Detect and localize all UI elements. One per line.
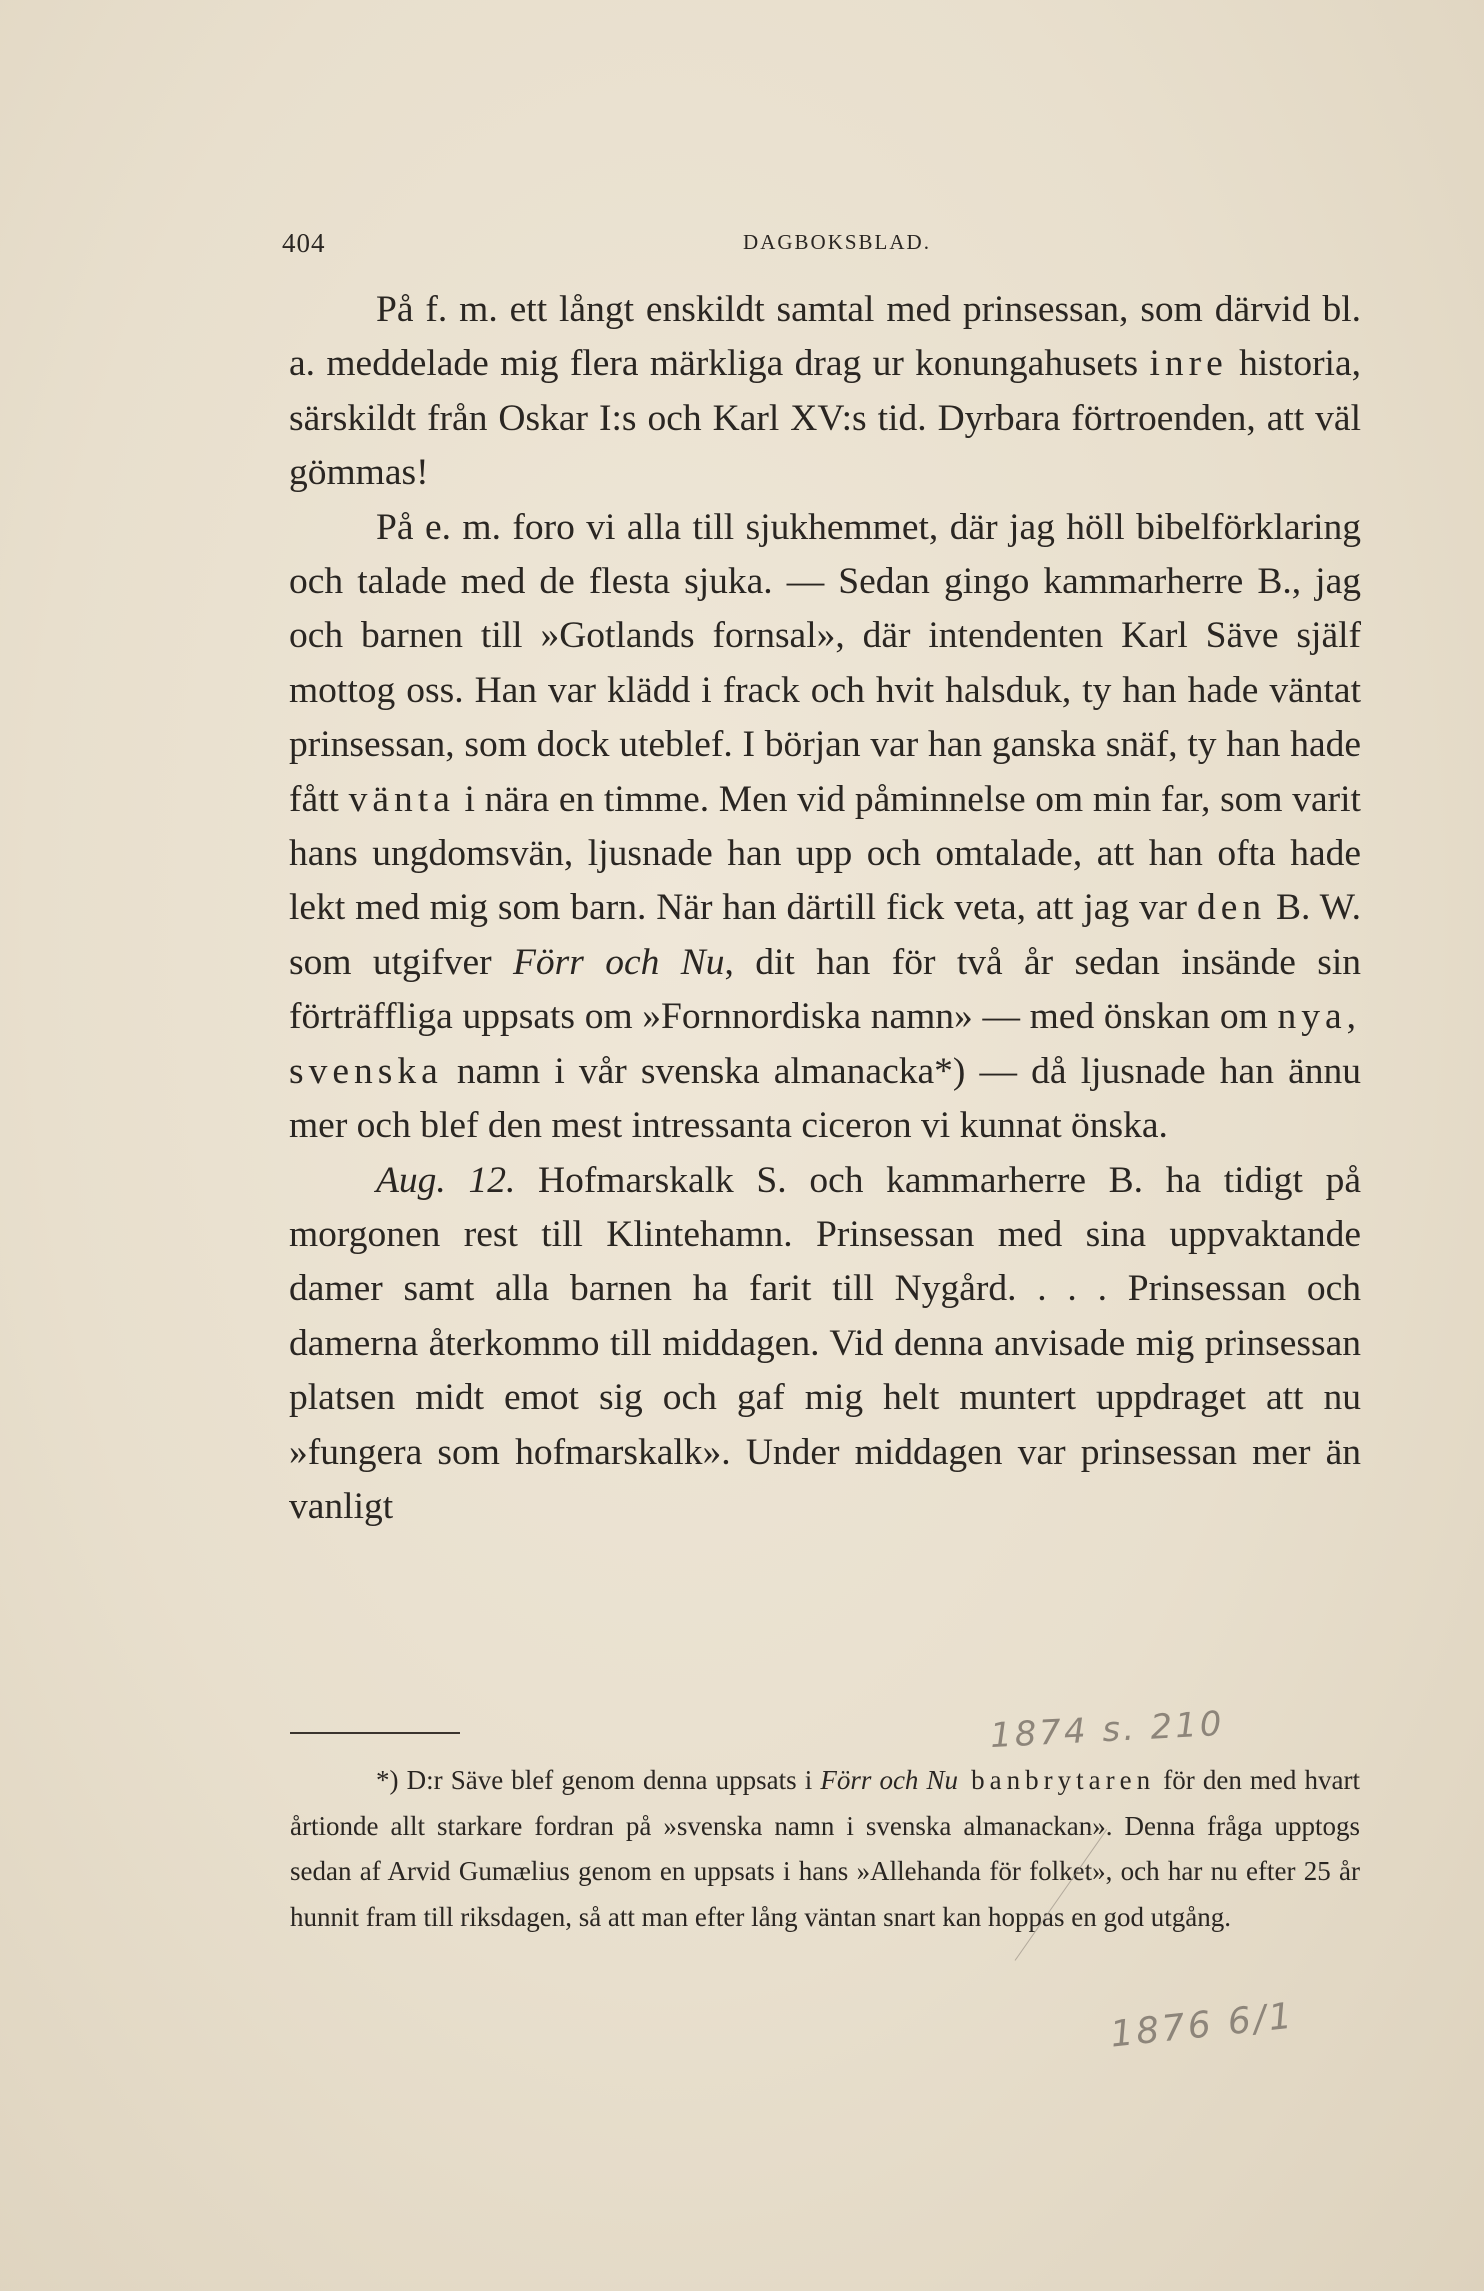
paragraph-text: namn i vår svenska almanacka*) — då ljusnade han ännu mer och blef den mest intressanta ciceron vi kunnat önska. xyxy=(289,1050,1361,1147)
paragraph-text: På e. m. foro vi alla till sjukhemmet, där jag höll bibelförklaring och talade med de flesta sjuka. — Sedan gingo kammarherre B., jag och barnen till »Gotlands fornsal», där intendenten Karl Säve själf mottog oss. Han var klädd i frack och hvit halsduk, ty han hade väntat prinsessan, som dock uteblef. I början var han ganska snäf, ty han hade fått xyxy=(289,506,1361,820)
paragraph-text: B. W. som utgifver xyxy=(289,887,1361,983)
italic-title: Förr och Nu xyxy=(820,1765,959,1795)
running-head: DAGBOKSBLAD. xyxy=(743,230,931,254)
spaced-emphasis: den xyxy=(1196,887,1267,929)
body-text xyxy=(289,283,1361,1534)
paragraph-text: , dit han för två år sedan insände sin förträffliga uppsats om »Fornnordiska namn» — med önskan om xyxy=(289,941,1361,1038)
paragraph-2 xyxy=(289,501,1361,1154)
entry-date: Aug. 12. xyxy=(376,1159,516,1201)
spaced-emphasis: nya, svenska xyxy=(289,996,1361,1092)
spaced-emphasis: vänta xyxy=(348,778,455,820)
paragraph-text: historia, särskildt från Oskar I:s och Karl XV:s tid. Dyrbara förtroenden, att väl gömmas! xyxy=(289,343,1361,494)
footnote-rule xyxy=(290,1732,460,1734)
paragraph-3 xyxy=(289,1154,1361,1535)
paragraph-text: Hofmarskalk S. och kammarherre B. ha tidigt på morgonen rest till Klintehamn. Prinsessan med sina uppvaktande damer samt alla barnen ha farit till Nygård. . . . Prinsessan och damerna återkommo till middagen. Vid denna anvisade mig prinsessan platsen midt emot sig och gaf mig helt muntert uppdraget att nu »fungera som hofmarskalk». Under middagen var prinsessan mer än vanligt xyxy=(289,1159,1361,1527)
pencil-annotation: 1876 6/1 xyxy=(1108,1995,1297,2056)
spaced-emphasis: banbrytaren xyxy=(958,1765,1156,1795)
spaced-emphasis: inre xyxy=(1149,343,1228,385)
paragraph-text: På f. m. ett långt enskildt samtal med prinsessan, som därvid bl. a. meddelade mig flera märkliga drag ur konungahusets xyxy=(289,289,1361,385)
italic-title: Förr och Nu xyxy=(512,941,725,983)
paragraph-text: i nära en timme. Men vid påminnelse om min far, som varit hans ungdomsvän, ljusnade han upp och omtalade, att han ofta hade lekt med mig som barn. När han därtill fick veta, att jag var xyxy=(289,778,1361,929)
footnote xyxy=(290,1758,1360,1940)
footnote-text: för den med hvart årtionde allt starkare fordran på »svenska namn i svenska almanackan». Denna fråga upptogs sedan af Arvid Gumælius genom en uppsats i hans »Allehanda för folket», och har nu efter 25 år hunnit fram till riksdagen, så att man efter lång väntan snart kan hoppas en god utgång. xyxy=(290,1765,1361,1932)
paragraph-1 xyxy=(289,283,1361,501)
pencil-annotation: 1874 s. 210 xyxy=(989,1703,1226,1757)
page-header xyxy=(282,228,1362,268)
page-number: 404 xyxy=(282,228,326,258)
footnote-text: *) D:r Säve blef genom denna uppsats i xyxy=(376,1765,821,1795)
